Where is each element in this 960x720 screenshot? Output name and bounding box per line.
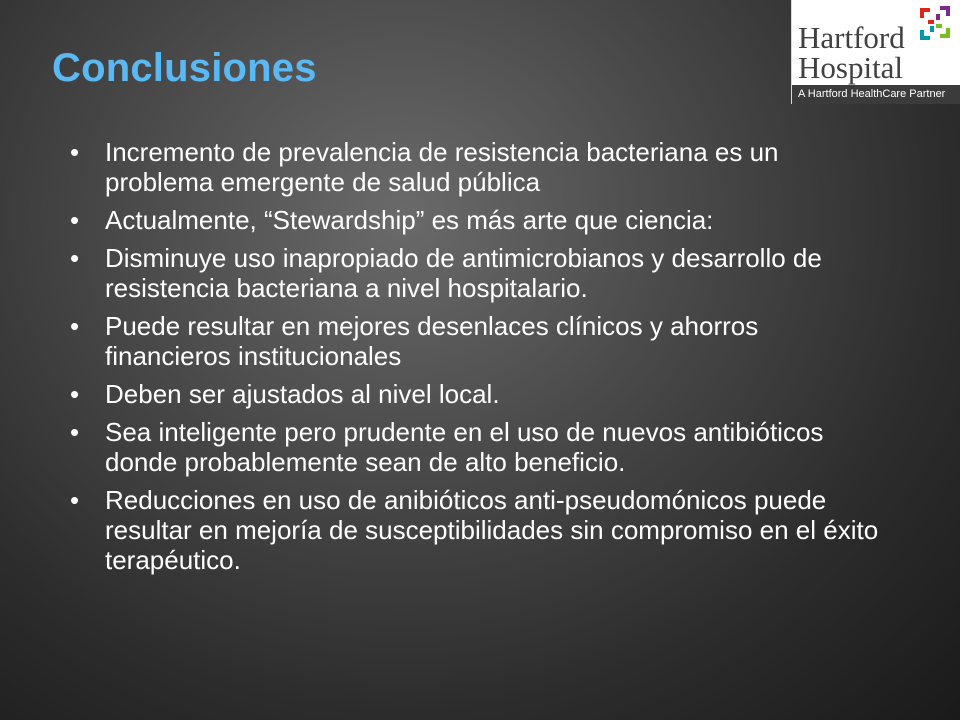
bullet-icon: •	[70, 311, 80, 341]
bullet-item	[68, 205, 888, 235]
logo-text-hartford: Hartford	[798, 20, 905, 55]
bullet-text: Deben ser ajustados al nivel local.	[105, 379, 500, 409]
bullet-item	[68, 311, 888, 371]
bullet-item	[68, 137, 888, 197]
bullet-text: Disminuye uso inapropiado de antimicrobianos y desarrollo de resistencia bacteriana a nivel hospitalario.	[105, 243, 822, 303]
bullet-item	[68, 485, 888, 575]
bullet-text: Sea inteligente pero prudente en el uso de nuevos antibióticos donde probablemente sean de alto beneficio.	[105, 417, 824, 477]
bullet-item	[68, 417, 888, 477]
logo-tagline: A Hartford HealthCare Partner	[792, 85, 960, 104]
bullet-list	[68, 137, 888, 583]
bullet-icon: •	[70, 485, 80, 515]
logo-text-hospital: Hospital	[798, 50, 904, 85]
logo-mark-icon	[916, 4, 954, 44]
bullet-text: Actualmente, “Stewardship” es más arte que ciencia:	[105, 205, 714, 235]
bullet-icon: •	[70, 417, 80, 447]
bullet-icon: •	[70, 137, 80, 167]
bullet-icon: •	[70, 205, 80, 235]
bullet-icon: •	[70, 379, 80, 409]
bullet-icon: •	[70, 243, 80, 273]
slide-title: Conclusiones	[52, 46, 317, 90]
bullet-item	[68, 379, 888, 409]
bullet-text: Puede resultar en mejores desenlaces clínicos y ahorros financieros institucionales	[105, 311, 759, 371]
bullet-text: Incremento de prevalencia de resistencia bacteriana es un problema emergente de salud pública	[105, 137, 779, 197]
bullet-item	[68, 243, 888, 303]
hartford-hospital-logo	[791, 0, 960, 104]
bullet-text: Reducciones en uso de anibióticos anti-pseudomónicos puede resultar en mejoría de susceptibilidades sin compromiso en el éxito terapéutico.	[105, 485, 879, 575]
